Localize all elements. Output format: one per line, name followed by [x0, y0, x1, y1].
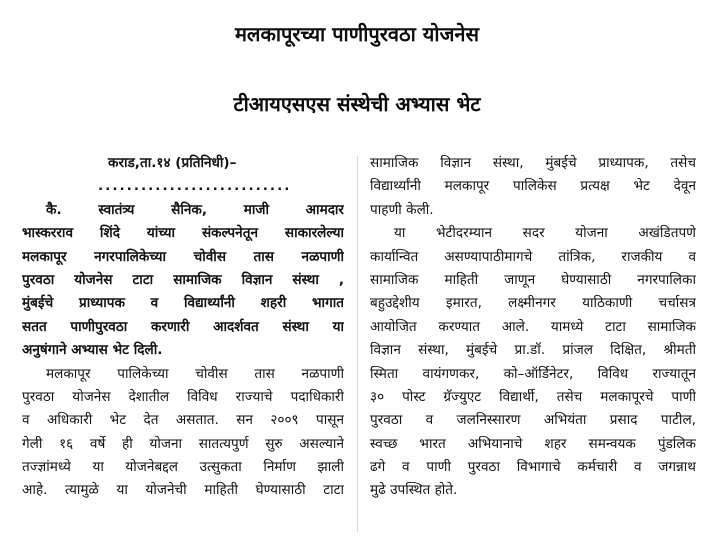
body-line: तज्ज्ञांमध्ये या योजनेबद्दल उत्सुकता निर्माण झाली: [22, 459, 344, 476]
body-line: ३० पोस्ट ग्रॅज्युएट विद्यार्थी, तसेच मलकापूरचे पाणी: [370, 388, 696, 405]
body-line: सामाजिक माहिती जाणून घेण्यासाठी नगरपालिका: [370, 271, 696, 288]
lead-line: अनुषंगाने अभ्यास भेट दिली.: [22, 342, 163, 359]
body-line: कार्यान्वित असण्यापाठीमागचे तांत्रिक, राजकीय व: [370, 248, 696, 265]
body-line: पुरवठा योजनेस देशातील विविध राज्याचे पदाधिकारी: [22, 388, 344, 405]
body-line: गेली १६ वर्षे ही योजना सातत्यपुर्ण सुरु असल्याने: [22, 435, 344, 452]
body-line: स्मिता वायंगणकर, को–ऑर्डिनेटर, विविध राज्यातून: [370, 365, 696, 382]
lead-paragraph: [22, 199, 344, 363]
lead-line: भास्करराव शिंदे यांच्या संकल्पनेतून साकारलेल्या: [22, 225, 344, 242]
body-paragraph: [22, 363, 344, 503]
body-line: आहे. त्यामुळे या योजनेची माहिती घेण्यासाठी टाटा: [22, 482, 344, 499]
lead-line: मुंबईचे प्राध्यापक व विद्यार्थ्यांनी शहरी भागात: [22, 295, 344, 312]
lead-line: पुरवठा योजनेस टाटा सामाजिक विज्ञान संस्था ,: [22, 271, 344, 288]
headline-line-1: मलकापूरच्या पाणीपुरवठा योजनेस: [234, 22, 480, 46]
body-line: मुढे उपस्थित होते.: [370, 482, 458, 499]
body-line: स्वच्छ भारत अभियानाचे शहर समन्वयक पुंडलिक: [370, 435, 696, 452]
body-line: व अधिकारी भेट देत असतात. सन २००९ पासून: [22, 412, 344, 429]
body-line: या भेटीदरम्यान सदर योजना अखंडितपणे: [394, 225, 696, 242]
body-line: विद्यार्थ्यांनी मलकापूर पालिकेस प्रत्यक्ष भेट देवून: [370, 178, 696, 195]
lead-line: कै. स्वातंत्र्य सैनिक, माजी आमदार: [46, 201, 344, 218]
right-column: [370, 152, 696, 503]
body-line: विज्ञान संस्था, मुंबईचे प्रा.डॉ. प्रांजल दिक्षित, श्रीमती: [370, 342, 696, 359]
body-line: बहुउद्देशीय इमारत, लक्ष्मीनगर याठिकाणी चर्चासत्र: [370, 295, 696, 312]
body-line: पुरवठा व जलनिस्सारण अभियंता प्रसाद पाटील,: [370, 412, 696, 429]
body-paragraph: [370, 222, 696, 503]
body-line: सामाजिक विज्ञान संस्था, मुंबईचे प्राध्यापक, तसेच: [370, 155, 696, 171]
body-line: आयोजित करण्यात आले. यामध्ये टाटा सामाजिक: [370, 318, 696, 335]
lead-line: मलकापूर नगरपालिकेच्या चोवीस तास नळपाणी: [22, 248, 344, 265]
headline-line-2: टीआयएसएस संस्थेची अभ्यास भेट: [233, 92, 481, 116]
body-line: मलकापूर पालिकेच्या चोवीस तास नळपाणी: [46, 365, 344, 382]
body-line: पाहणी केली.: [370, 201, 434, 218]
left-column: [22, 152, 344, 503]
dotted-separator: ...........................: [98, 178, 292, 195]
lead-line: सतत पाणीपुरवठा करणारी आदर्शवत संस्था या: [22, 318, 344, 335]
body-paragraph: [370, 152, 696, 222]
column-divider: [357, 156, 358, 532]
dateline: कराड,ता.१४ (प्रतिनिधी)–: [108, 155, 237, 171]
body-line: ढगे व पाणी पुरवठा विभागाचे कर्मचारी व जगन्नाथ: [370, 459, 696, 476]
